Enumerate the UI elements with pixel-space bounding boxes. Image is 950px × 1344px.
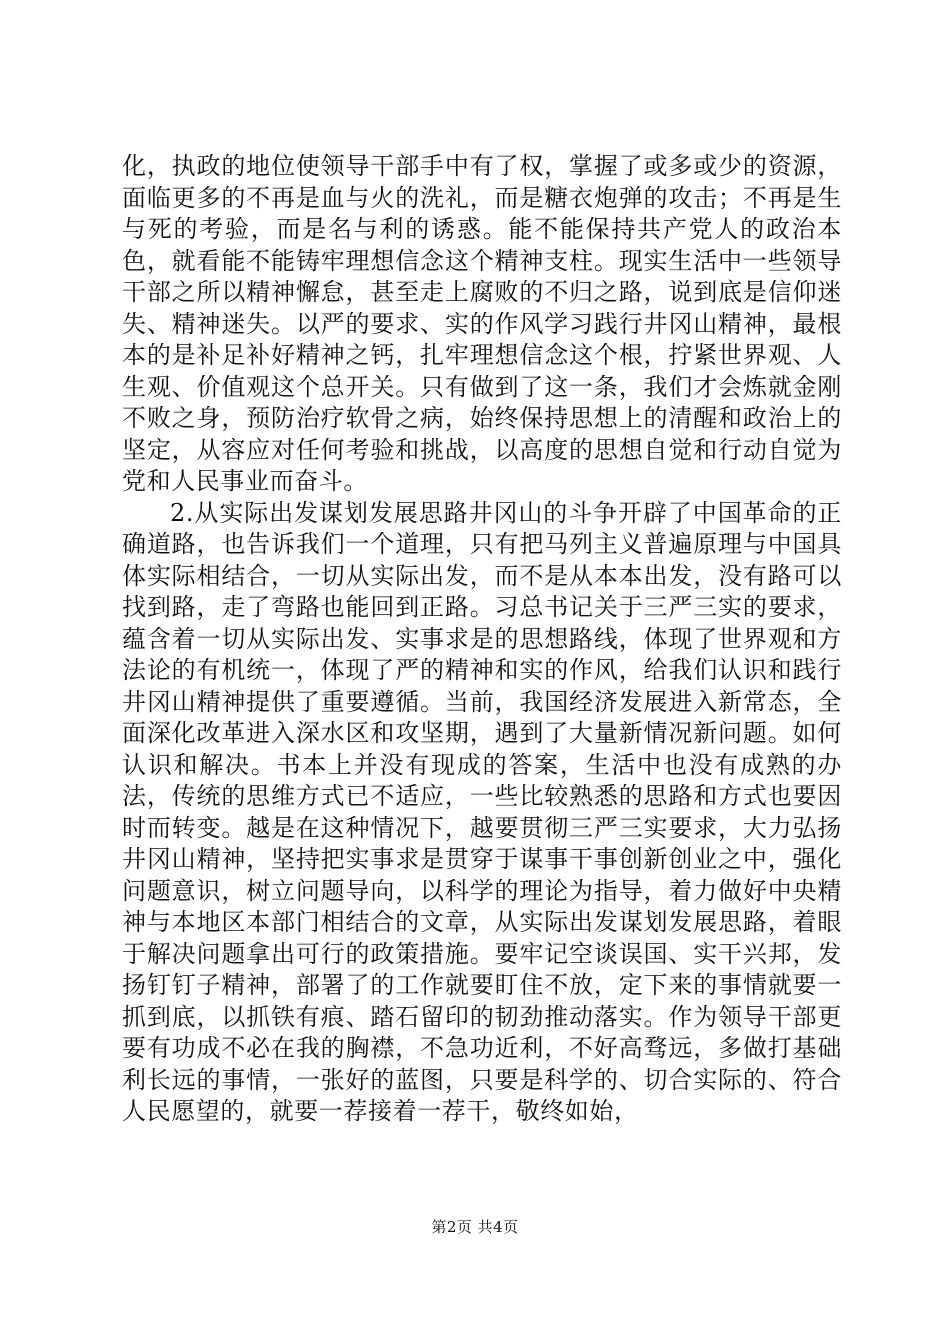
paragraph-continuation: 化，执政的地位使领导干部手中有了权，掌握了或多或少的资源，面临更多的不再是血与火的洗礼，而是糖衣炮弹的攻击；不再是生与死的考验，而是名与利的诱惑。能不能保持共产党人的政治本色，就看能不能铸牢理想信念这个精神支柱。现实生活中一些领导干部之所以精神懈怠，甚至走上腐败的不归之路，说到底是信仰迷失、精神迷失。以严的要求、实的作风学习践行井冈山精神，最根本的是补足补好精神之钙，扎牢理想信念这个根，拧紧世界观、人生观、价值观这个总开关。只有做到了这一条，我们才会炼就金刚不败之身，预防治疗软骨之病，始终保持思想上的清醒和政治上的坚定，从容应对任何考验和挑战，以高度的思想自觉和行动自觉为党和人民事业而奋斗。 xyxy=(122,152,842,495)
document-body xyxy=(122,151,842,1128)
page-number-footer: 第2页 共4页 xyxy=(431,1218,519,1236)
paragraph-section-2: 2.从实际出发谋划发展思路井冈山的斗争开辟了中国革命的正确道路，也告诉我们一个道理，只有把马列主义普遍原理与中国具体实际相结合，一切从实际出发，而不是从本本出发，没有路可以找到路，走了弯路也能回到正路。习总书记关于三严三实的要求，蕴含着一切从实际出发、实事求是的思想路线，体现了世界观和方法论的有机统一，体现了严的精神和实的作风，给我们认识和践行井冈山精神提供了重要遵循。当前，我国经济发展进入新常态，全面深化改革进入深水区和攻坚期，遇到了大量新情况新问题。如何认识和解决。书本上并没有现成的答案，生活中也没有成熟的办法，传统的思维方式已不适应，一些比较熟悉的思路和方式也要因时而转变。越是在这种情况下，越要贯彻三严三实要求，大力弘扬井冈山精神，坚持把实事求是贯穿于谋事干事创新创业之中，强化问题意识，树立问题导向，以科学的理论为指导，着力做好中央精神与本地区本部门相结合的文章，从实际出发谋划发展思路，着眼于解决问题拿出可行的政策措施。要牢记空谈误国、实干兴邦，发扬钉钉子精神，部署了的工作就要盯住不放，定下来的事情就要一抓到底，以抓铁有痕、踏石留印的韧劲推动落实。作为领导干部更要有功成不必在我的胸襟，不急功近利，不好高骛远，多做打基础利长远的事情，一张好的蓝图，只要是科学的、切合实际的、符合人民愿望的，就要一荐接着一荐干，敬终如始， xyxy=(122,498,842,1125)
